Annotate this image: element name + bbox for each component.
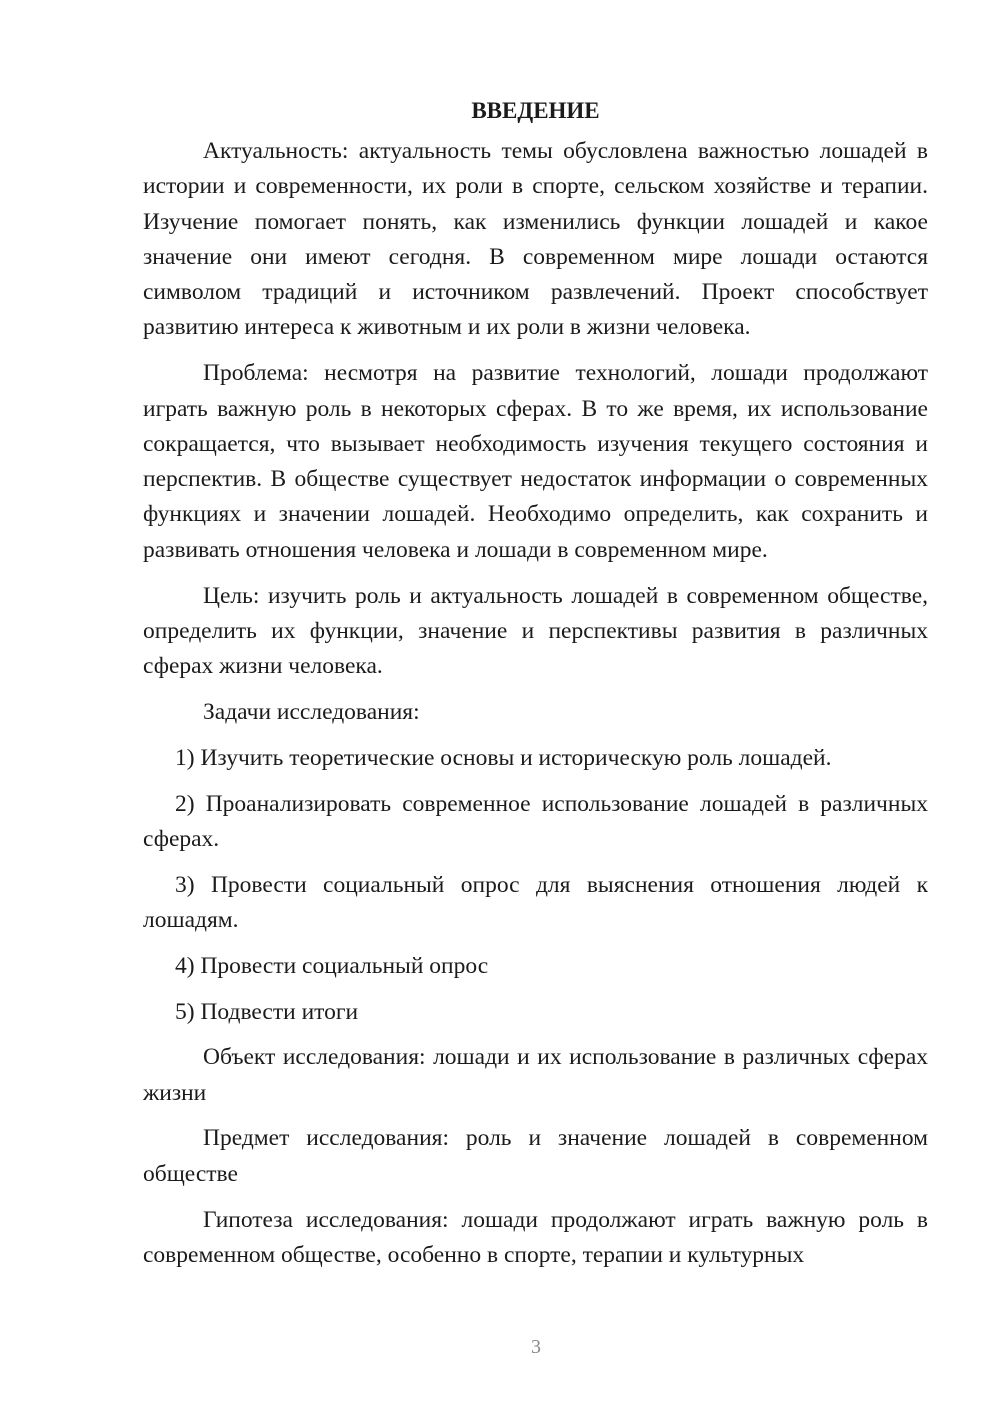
page-content [143, 93, 928, 1284]
tasks-heading: Задачи исследования: [203, 698, 420, 725]
object-paragraph: Объект исследования: лошади и их использование в различных сферах жизни [143, 1044, 928, 1106]
task-item-4: 4) Провести социальный опрос [175, 952, 489, 979]
relevance-paragraph: Актуальность: актуальность темы обусловлена важностью лошадей в истории и современности, их роли в спорте, сельском хозяйстве и терапии. Изучение помогает понять, как изменились функции лошадей и какое значение они имеют сегодня. В современном мире лошади остаются символом традиций и источником развлечений. Проект способствует развитию интереса к животным и их роли в жизни человека. [143, 138, 928, 341]
task-item-5: 5) Подвести итоги [175, 998, 359, 1025]
task-item-2: 2) Проанализировать современное использование лошадей в различных сферах. [143, 790, 928, 852]
problem-paragraph: Проблема: несмотря на развитие технологий, лошади продолжают играть важную роль в некоторых сферах. В то же время, их использование сокращается, что вызывает необходимость изучения текущего состояния и перспектив. В обществе существует недостаток информации о современных функциях и значении лошадей. Необходимо определить, как сохранить и развивать отношения человека и лошади в современном мире. [143, 360, 928, 563]
page-number: 3 [531, 1336, 541, 1358]
task-item-3: 3) Провести социальный опрос для выяснения отношения людей к лошадям. [143, 871, 928, 933]
task-item-1: 1) Изучить теоретические основы и историческую роль лошадей. [175, 744, 832, 771]
goal-paragraph: Цель: изучить роль и актуальность лошадей в современном обществе, определить их функции, значение и перспективы развития в различных сферах жизни человека. [143, 582, 928, 680]
hypothesis-paragraph: Гипотеза исследования: лошади продолжают играть важную роль в современном обществе, особенно в спорте, терапии и культурных [143, 1206, 928, 1268]
subject-paragraph: Предмет исследования: роль и значение лошадей в современном обществе [143, 1125, 928, 1187]
section-title: ВВЕДЕНИЕ [471, 98, 600, 123]
